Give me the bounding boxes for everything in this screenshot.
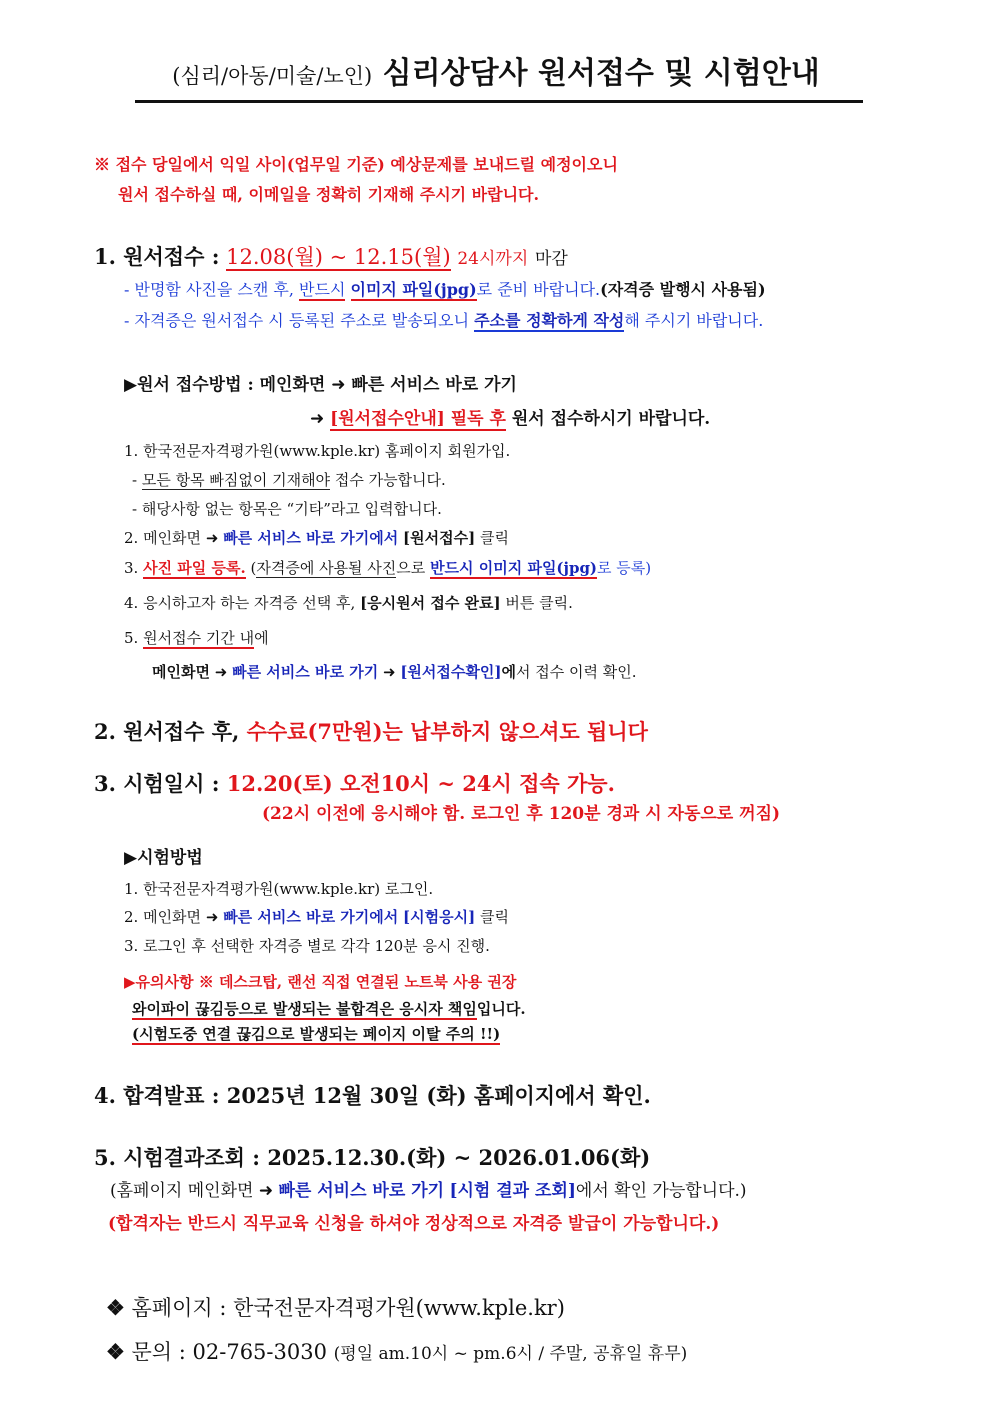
step-2-quick-service: 빠른 서비스 바로 가기에서 <box>223 529 399 547</box>
arrow-right-icon: ➜ <box>310 409 325 429</box>
section-1-bullet-1 <box>124 277 766 300</box>
step-5b <box>152 661 636 682</box>
step-3-number: 3. <box>124 559 139 577</box>
page-title <box>0 48 992 92</box>
caution-wifi: 와이파이 끊김등으로 발생되는 불합격은 응시자 책임 <box>132 1000 477 1018</box>
section-5-result-label: [시험 결과 조회] <box>449 1181 576 1201</box>
step-3-photo-upload: 사진 파일 등록. <box>143 559 246 577</box>
application-guide-link: [원서접수안내] 필독 후 <box>330 409 506 429</box>
arrow-right-icon: ➜ <box>205 529 219 547</box>
step-3 <box>124 557 651 578</box>
step-5-period: 원서접수 기간 내 <box>143 629 255 647</box>
section-1-bullet-2 <box>124 308 763 331</box>
section-3-label: 3. 시험일시 : <box>94 771 220 796</box>
step-3-text-d: 으로 <box>396 559 426 577</box>
application-deadline-time: 24시까지 <box>457 249 529 269</box>
application-method-line-1 <box>124 370 517 395</box>
diamond-bullet-icon: ❖ <box>106 1339 125 1364</box>
step-1a-underlined: 모든 항목 빠짐없이 기재해야 <box>141 471 331 489</box>
caution-line-2-rest: 입니다. <box>476 1000 526 1018</box>
step-2-apply-button-label: [원서접수] <box>403 529 476 547</box>
title-main: 심리상담사 원서접수 및 시험안내 <box>382 56 820 91</box>
exam-datetime: 12.20(토) 오전10시 ~ 24시 접속 가능. <box>226 771 615 796</box>
bullet-2-text-a: - 자격증은 원서접수 시 등록된 주소로 발송되오니 <box>124 311 470 330</box>
bullet-1-image-file: 이미지 파일(jpg) <box>350 280 477 299</box>
title-divider <box>135 100 863 103</box>
application-dates: 12.08(월) ~ 12.15(월) <box>226 245 451 269</box>
step-5b-quick-service: 빠른 서비스 바로 가기 <box>232 663 379 681</box>
exam-step-2-take-exam-label: [시험응시] <box>403 908 476 926</box>
step-5b-main: 메인화면 <box>152 663 210 681</box>
step-5-number: 5. <box>124 629 139 647</box>
section-2-label: 2. 원서접수 후, <box>94 719 240 744</box>
bullet-2-text-c: 해 주시기 바랍니다. <box>624 311 764 330</box>
section-5-line-3: (합격자는 반드시 직무교육 신청을 하셔야 정상적으로 자격증 발급이 가능합니다.) <box>108 1214 720 1234</box>
step-2 <box>124 527 509 548</box>
exam-step-2 <box>124 906 509 927</box>
bullet-1-note: (자격증 발행시 사용됨) <box>600 280 766 299</box>
section-5-l2-text-a: (홈페이지 메인화면 <box>110 1181 254 1201</box>
step-2-click: 클릭 <box>479 529 509 547</box>
step-1a <box>132 469 446 490</box>
step-5 <box>124 627 269 648</box>
footer-contact-hours: (평일 am.10시 ~ pm.6시 / 주말, 공휴일 휴무) <box>333 1344 688 1364</box>
arrow-right-icon: ➜ <box>214 663 228 681</box>
step-2-text-a: 2. 메인화면 <box>124 529 202 547</box>
step-4 <box>124 592 573 613</box>
caution-line-2 <box>132 998 526 1019</box>
diamond-bullet-icon: ❖ <box>106 1295 125 1320</box>
section-5-line-2 <box>110 1176 747 1201</box>
footer-contact-phone: 문의 : 02-765-3030 <box>131 1340 327 1364</box>
application-method-label: ▶원서 접수방법 : 메인화면 <box>124 375 326 395</box>
section-1-label: 1. 원서접수 : <box>94 244 220 269</box>
step-5-rest: 에 <box>254 629 269 647</box>
footer-homepage <box>106 1292 565 1322</box>
bullet-1-text-d: 로 준비 바랍니다. <box>476 280 601 299</box>
exam-step-2-text-a: 2. 메인화면 <box>124 908 202 926</box>
step-1: 1. 한국전문자격평가원(www.kple.kr) 홈페이지 회원가입. <box>124 442 511 460</box>
step-4-text-c: 버튼 클릭. <box>505 594 573 612</box>
step-5b-confirm-label: [원서접수확인] <box>400 663 502 681</box>
step-5b-text-d: 에 <box>501 663 516 681</box>
caution-line-3 <box>132 1023 500 1044</box>
section-5-quick-service: 빠른 서비스 바로 가기 <box>278 1181 445 1201</box>
step-1a-rest: 접수 가능합니다. <box>334 471 446 489</box>
footer-homepage-text: 홈페이지 : 한국전문자격평가원(www.kple.kr) <box>131 1296 565 1320</box>
arrow-right-icon: ➜ <box>258 1181 274 1201</box>
step-3-photo-use: 자격증에 사용될 사진 <box>256 559 397 577</box>
step-1b: - 해당사항 없는 항목은 “기타”라고 입력합니다. <box>132 500 442 518</box>
arrow-right-icon: ➜ <box>382 663 396 681</box>
footer-contact <box>106 1336 687 1366</box>
step-3-paren: ( <box>250 559 257 577</box>
arrow-right-icon: ➜ <box>331 375 346 395</box>
step-1a-dash: - <box>132 471 138 489</box>
bullet-2-address: 주소를 정확하게 작성 <box>474 311 625 330</box>
title-prefix: (심리/아동/미술/노인) <box>172 64 373 88</box>
notice-line-2: 원서 접수하실 때, 이메일을 정확히 기재해 주시기 바랍니다. <box>118 185 540 204</box>
exam-sub-note: (22시 이전에 응시해야 함. 로그인 후 120분 경과 시 자동으로 꺼짐) <box>262 804 781 824</box>
bullet-1-text-b: 반드시 <box>299 280 346 299</box>
step-3-text-f: 로 등록) <box>597 559 652 577</box>
section-3 <box>94 768 615 798</box>
section-4: 4. 합격발표 : 2025년 12월 30일 (화) 홈페이지에서 확인. <box>94 1083 651 1108</box>
exam-step-2-quick-service: 빠른 서비스 바로 가기에서 <box>223 908 399 926</box>
exam-step-3: 3. 로그인 후 선택한 자격증 별로 각각 120분 응시 진행. <box>124 937 490 955</box>
exam-step-1: 1. 한국전문자격평가원(www.kple.kr) 로그인. <box>124 880 434 898</box>
section-2 <box>94 716 648 746</box>
step-4-complete-button-label: [응시원서 접수 완료] <box>360 594 501 612</box>
exam-step-2-click: 클릭 <box>479 908 509 926</box>
section-5: 5. 시험결과조회 : 2025.12.30.(화) ~ 2026.01.06(화) <box>94 1145 651 1170</box>
step-3-image-file: 반드시 이미지 파일(jpg) <box>430 559 598 577</box>
application-method-text: 원서 접수하시기 바랍니다. <box>511 409 711 429</box>
application-close: 마감 <box>534 249 568 269</box>
section-5-l2-text-d: 에서 확인 가능합니다.) <box>575 1181 747 1201</box>
caution-page-leave: (시험도중 연결 끊김으로 발생되는 페이지 이탈 주의 !!) <box>132 1025 501 1043</box>
exam-method-label: ▶시험방법 <box>124 848 203 868</box>
notice-line-1: ※ 접수 당일에서 익일 사이(업무일 기준) 예상문제를 보내드릴 예정이오니 <box>94 155 618 174</box>
section-1-heading <box>94 241 568 271</box>
caution-line-1: ▶유의사항 ※ 데스크탑, 랜선 직접 연결된 노트북 사용 권장 <box>124 973 517 991</box>
arrow-right-icon: ➜ <box>205 908 219 926</box>
step-5b-text-e: 서 접수 이력 확인. <box>515 663 637 681</box>
fee-notice: 수수료(7만원)는 납부하지 않으셔도 됩니다 <box>246 719 648 744</box>
application-method-line-2 <box>310 404 710 429</box>
quick-service-text: 빠른 서비스 바로 가기 <box>351 375 517 395</box>
step-4-text-a: 4. 응시하고자 하는 자격증 선택 후, <box>124 594 356 612</box>
bullet-1-text-a: - 반명함 사진을 스캔 후, <box>124 280 294 299</box>
